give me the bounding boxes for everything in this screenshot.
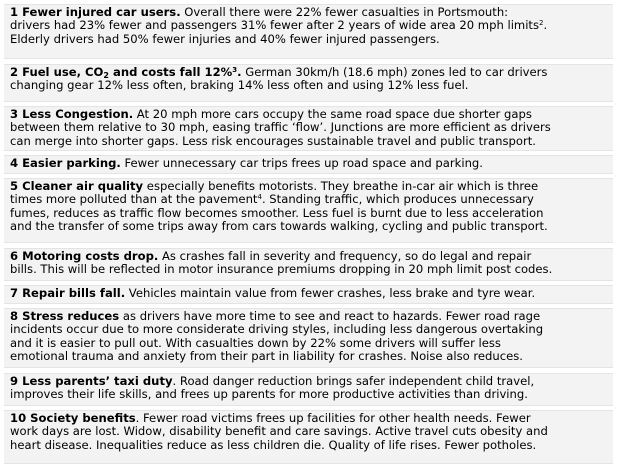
- benefit-title: 7 Repair bills fall.: [10, 286, 126, 300]
- benefit-text: .: [543, 18, 548, 33]
- benefit-text: improves their life skills, and frees up parents for more productive activities than driving.: [10, 387, 528, 402]
- benefit-text: especially benefits motorists. They breathe in-car air which is three: [143, 179, 539, 193]
- benefit-text: . Road danger reduction brings safer independent child travel,: [172, 374, 535, 388]
- benefit-title: 6 Motoring costs drop.: [10, 249, 159, 263]
- benefit-title: 9 Less parents’ taxi duty: [10, 374, 173, 388]
- benefit-item-1: [4, 4, 613, 59]
- benefit-title: 1 Fewer injured car users.: [10, 5, 181, 19]
- benefit-item-10: [4, 410, 613, 464]
- benefit-text: fumes, reduces as traffic flow becomes smoother. Less fuel is burnt due to less acceleration: [10, 205, 544, 220]
- benefit-text: incidents occur due to more considerate driving styles, including less dangerous overtaking: [10, 322, 544, 337]
- benefit-text: times more polluted than at the pavement: [10, 192, 258, 207]
- benefit-item-8: [4, 308, 613, 368]
- benefit-item-4: [4, 155, 613, 174]
- benefit-item-5: 5 Cleaner air quality especially benefits motorists. They breathe in-car air which is three times more polluted than at the pavement$^4$. Standing traffic, which produces unnecessary fumes, reduces as traffic flow becomes smoother. Less fuel is burnt due to less acceleration and the transfer of some trips away from cars towards walking, cycling and public transport.: [4, 178, 613, 243]
- benefit-item-9: [4, 373, 613, 406]
- benefit-text: bills. This will be reflected in motor insurance premiums dropping in 20 mph limit post codes.: [10, 262, 553, 277]
- benefit-title: 10 Society benefits: [10, 411, 136, 425]
- benefit-text: As crashes fall in severity and frequency, so do legal and repair: [158, 249, 532, 263]
- benefit-title: 8 Stress reduces: [10, 309, 120, 323]
- benefit-text: heart disease. Inequalities reduce as less children die. Quality of life rises. Fewer potholes.: [10, 437, 537, 452]
- benefit-text: and the transfer of some trips away from cars towards walking, cycling and public transport.: [10, 219, 548, 234]
- benefit-text: German 30km/h (18.6 mph) zones led to car drivers: [241, 65, 548, 79]
- benefit-text: between them relative to 30 mph, easing traffic ‘flow’. Junctions are more efficient as drivers: [10, 120, 551, 135]
- benefit-text: . Fewer road victims frees up facilities for other health needs. Fewer: [135, 411, 531, 425]
- footnote-ref: 2: [539, 19, 544, 28]
- benefit-text: as drivers have more time to see and react to hazards. Fewer road rage: [119, 309, 541, 323]
- benefit-text: changing gear 12% less often, braking 14% less often and using 12% less fuel.: [10, 78, 469, 93]
- benefit-text: work days are lost. Widow, disability benefit and care savings. Active travel cuts obesity and: [10, 424, 548, 439]
- benefit-item-2: [4, 64, 613, 102]
- benefit-item-6: [4, 248, 613, 281]
- benefit-text: Overall there were 22% fewer casualties in Portsmouth:: [184, 5, 509, 19]
- benefit-title: 3 Less Congestion.: [10, 107, 134, 121]
- benefit-text: Standing traffic, which produces unnecessary: [265, 192, 534, 207]
- footnote-ref: 4: [257, 193, 262, 202]
- benefit-title: 4 Easier parking.: [10, 156, 121, 170]
- benefit-text: and it is easier to pull out. With casualties down by 22% some drivers will suffer less: [10, 335, 501, 350]
- benefit-title: 2 Fuel use, $CO_2$ and costs fall 12%$^3$.: [10, 65, 242, 80]
- benefit-text: Vehicles maintain value from fewer crashes, less brake and tyre wear.: [125, 286, 536, 300]
- benefit-text: drivers had 23% fewer and passengers 31% fewer after 2 years of wide area 20 mph limits: [10, 18, 540, 33]
- benefit-text: can merge into shorter gaps. Less risk encourages sustainable travel and public transport.: [10, 133, 536, 148]
- benefit-title: 5 Cleaner air quality: [10, 179, 144, 193]
- benefit-text: At 20 mph more cars occupy the same road space due shorter gaps: [133, 107, 532, 121]
- benefit-text: emotional trauma and anxiety from their part in liability for crashes. Noise also reduces.: [10, 349, 523, 364]
- benefit-text: Elderly drivers had 50% fewer injuries and 40% fewer injured passengers.: [10, 31, 440, 46]
- benefit-item-3: [4, 106, 613, 151]
- benefit-text: Fewer unnecessary car trips frees up road space and parking.: [120, 156, 483, 170]
- benefit-item-7: [4, 285, 613, 304]
